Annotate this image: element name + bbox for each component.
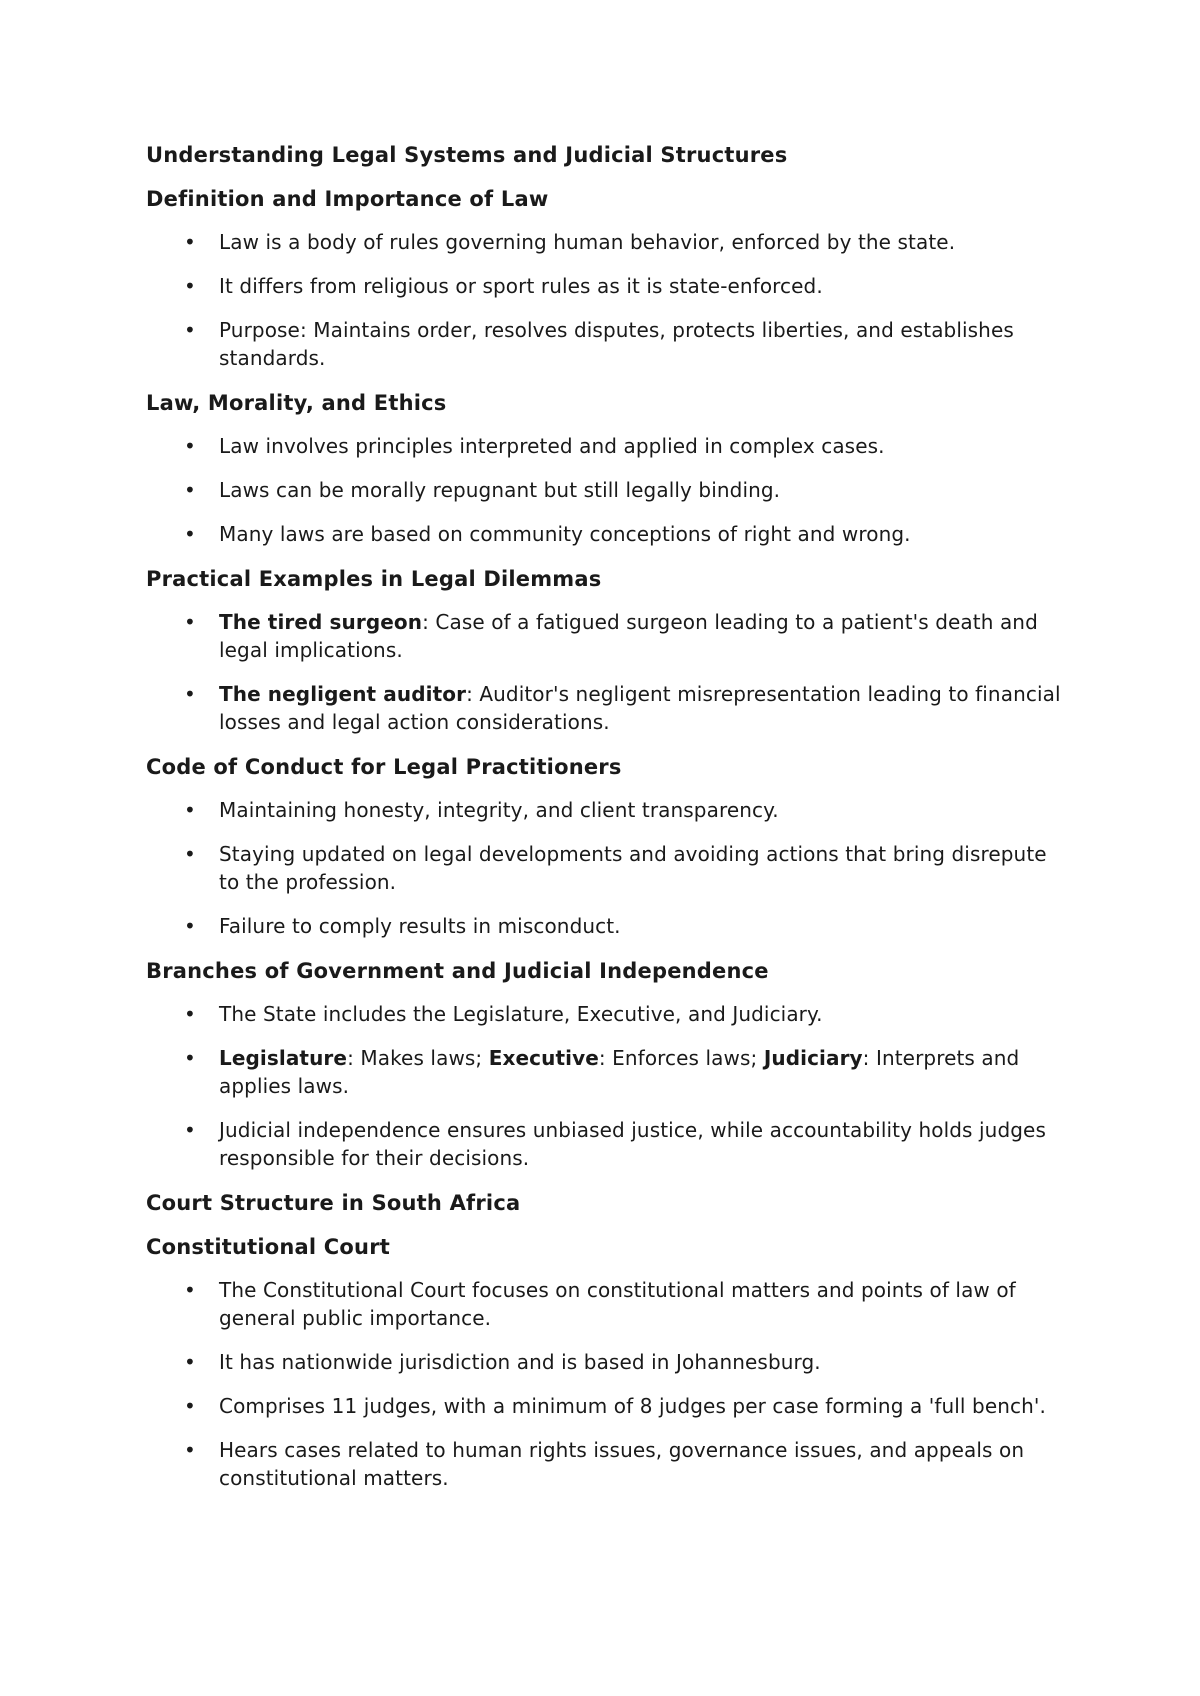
- bullet-icon: •: [184, 610, 196, 634]
- section-heading-constitutional: Constitutional Court: [146, 1235, 390, 1259]
- bullet-icon: •: [184, 318, 196, 342]
- example-term: The negligent auditor: [219, 682, 467, 706]
- bullet-icon: •: [184, 1438, 196, 1462]
- list-item: • The tired surgeon: Case of a fatigued surgeon leading to a patient's death and legal implications.: [184, 610, 1038, 662]
- document-page: [146, 140, 1066, 1508]
- section-heading-examples: Practical Examples in Legal Dilemmas: [146, 567, 602, 591]
- example-term: The tired surgeon: [219, 610, 423, 634]
- section-heading-branches: Branches of Government and Judicial Independence: [146, 959, 769, 983]
- bullet-icon: •: [184, 1394, 196, 1418]
- list-item: • Many laws are based on community conceptions of right and wrong.: [184, 522, 911, 546]
- list-item: • Maintaining honesty, integrity, and client transparency.: [184, 798, 779, 822]
- section-heading-court-structure: Court Structure in South Africa: [146, 1191, 521, 1215]
- list-item: • Comprises 11 judges, with a minimum of 8 judges per case forming a 'full bench'.: [184, 1394, 1046, 1418]
- branches-list: [146, 1000, 1066, 1172]
- bullet-icon: •: [184, 434, 196, 458]
- list-item: • Law is a body of rules governing human behavior, enforced by the state.: [184, 230, 956, 254]
- branch-term: Judiciary: [763, 1046, 863, 1070]
- bullet-icon: •: [184, 798, 196, 822]
- bullet-icon: •: [184, 274, 196, 298]
- bullet-icon: •: [184, 1002, 196, 1026]
- branch-term: Legislature: [219, 1046, 348, 1070]
- list-item: • It has nationwide jurisdiction and is based in Johannesburg.: [184, 1350, 821, 1374]
- section-heading-definition: Definition and Importance of Law: [146, 187, 549, 211]
- bullet-icon: •: [184, 682, 196, 706]
- list-item: • It differs from religious or sport rules as it is state-enforced.: [184, 274, 823, 298]
- bullet-icon: •: [184, 1350, 196, 1374]
- constitutional-list: [146, 1276, 1066, 1492]
- examples-list: [146, 608, 1066, 736]
- list-item: • The State includes the Legislature, Executive, and Judiciary.: [184, 1002, 823, 1026]
- bullet-icon: •: [184, 522, 196, 546]
- morality-list: [146, 432, 1066, 548]
- bullet-icon: •: [184, 1118, 196, 1142]
- list-item: • Purpose: Maintains order, resolves disputes, protects liberties, and establishes standards.: [184, 318, 1014, 370]
- list-item: • Judicial independence ensures unbiased justice, while accountability holds judges responsible for their decisions.: [184, 1118, 1046, 1170]
- list-item: • Failure to comply results in misconduct.: [184, 914, 621, 938]
- bullet-icon: •: [184, 914, 196, 938]
- bullet-icon: •: [184, 1046, 196, 1070]
- list-item: • Legislature: Makes laws; Executive: Enforces laws; Judiciary: Interprets and applies laws.: [184, 1046, 1020, 1098]
- conduct-list: [146, 796, 1066, 940]
- section-heading-morality: Law, Morality, and Ethics: [146, 391, 447, 415]
- list-item: • Laws can be morally repugnant but still legally binding.: [184, 478, 781, 502]
- section-heading-conduct: Code of Conduct for Legal Practitioners: [146, 755, 622, 779]
- list-item: • Law involves principles interpreted and applied in complex cases.: [184, 434, 885, 458]
- list-item: • The Constitutional Court focuses on constitutional matters and points of law of general public importance.: [184, 1278, 1016, 1330]
- list-item: • The negligent auditor: Auditor's negligent misrepresentation leading to financial losses and legal action considerations.: [184, 682, 1061, 734]
- bullet-icon: •: [184, 842, 196, 866]
- document-title: Understanding Legal Systems and Judicial Structures: [146, 143, 788, 167]
- list-item: • Staying updated on legal developments and avoiding actions that bring disrepute to the profession.: [184, 842, 1047, 894]
- bullet-icon: •: [184, 230, 196, 254]
- branch-term: Executive: [488, 1046, 599, 1070]
- definition-list: [146, 228, 1066, 372]
- list-item: • Hears cases related to human rights issues, governance issues, and appeals on constitutional matters.: [184, 1438, 1025, 1490]
- bullet-icon: •: [184, 478, 196, 502]
- bullet-icon: •: [184, 1278, 196, 1302]
